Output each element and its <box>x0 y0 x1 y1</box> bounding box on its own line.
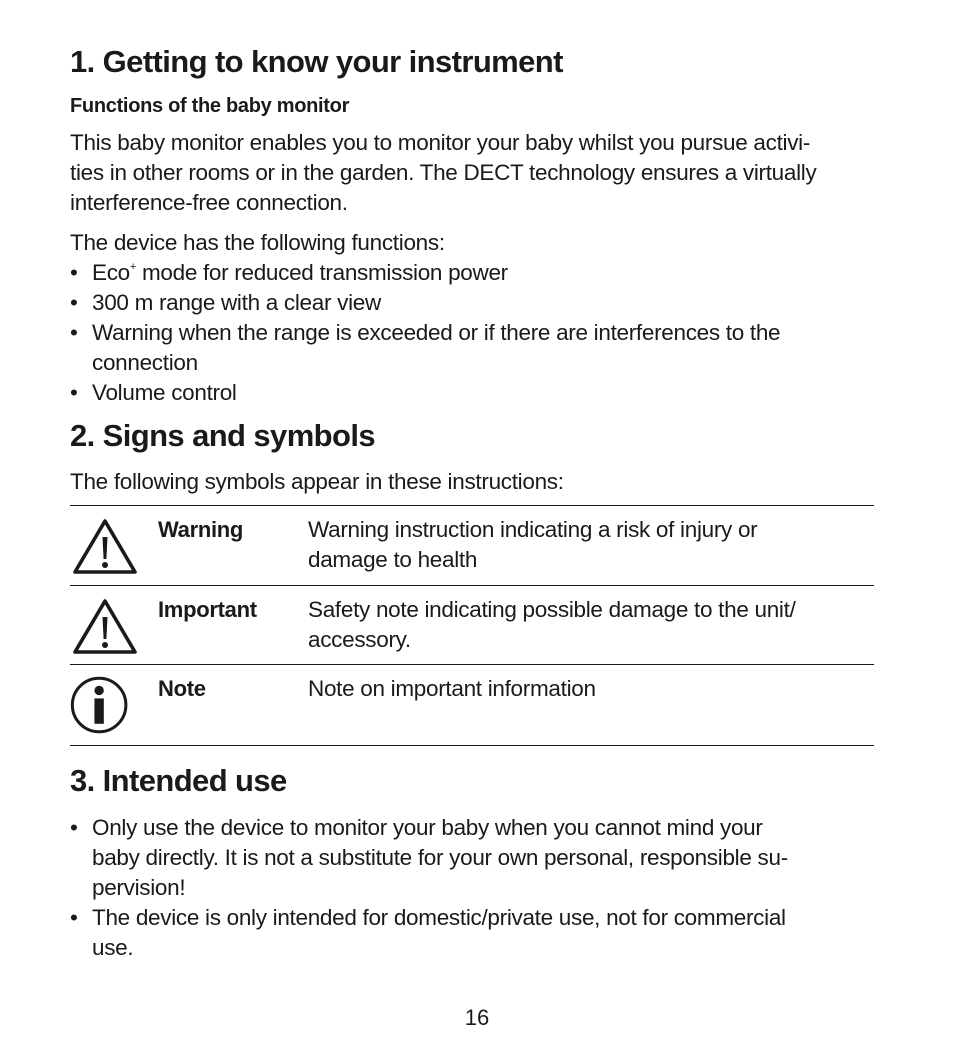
functions-intro-text: The device has the following functions: <box>70 230 445 255</box>
function-text: connection <box>92 350 198 375</box>
symbols-intro-text: The following symbols appear in these instructions: <box>70 469 564 494</box>
symbol-description <box>308 595 796 655</box>
superscript-plus: + <box>129 261 136 273</box>
intro-line: interference-free connection. <box>70 190 348 215</box>
function-text: mode for reduced transmission power <box>136 260 508 285</box>
function-text: 300 m range with a clear view <box>92 290 381 315</box>
description-line: accessory. <box>308 627 411 652</box>
symbol-description <box>308 515 757 575</box>
bullet-icon: • <box>70 320 78 345</box>
symbol-label: Important <box>158 597 257 622</box>
function-text: Volume control <box>92 380 237 405</box>
table-row-warning <box>70 505 874 585</box>
page-number: 16 <box>464 1005 490 1030</box>
bullet-icon: • <box>70 905 78 930</box>
intro-line: This baby monitor enables you to monitor your baby whilst you pursue activi- <box>70 130 811 155</box>
list-item <box>70 813 788 903</box>
list-item <box>70 258 780 288</box>
intended-use-text: pervision! <box>92 875 186 900</box>
description-line: Warning instruction indicating a risk of injury or <box>308 517 758 542</box>
intended-use-text: Only use the device to monitor your baby when you cannot mind your <box>92 815 763 840</box>
intended-use-text: use. <box>92 935 134 960</box>
list-item <box>70 378 780 408</box>
symbol-label: Warning <box>158 517 244 542</box>
bullet-icon: • <box>70 815 78 840</box>
section-heading-signs-symbols: 2. Signs and symbols <box>70 418 375 453</box>
intended-use-text: The device is only intended for domestic/private use, not for commercial <box>92 905 786 930</box>
warning-triangle-icon <box>72 597 138 655</box>
list-item <box>70 903 788 963</box>
bullet-icon: • <box>70 290 78 315</box>
table-row-important <box>70 585 874 665</box>
warning-triangle-icon <box>72 517 138 575</box>
symbols-intro <box>70 467 564 497</box>
bullet-icon: • <box>70 260 78 285</box>
symbol-label: Note <box>158 676 206 701</box>
symbol-description <box>308 674 596 704</box>
list-item <box>70 288 780 318</box>
description-line: damage to health <box>308 547 478 572</box>
description-line: Note on important information <box>308 676 596 701</box>
intended-use-text: baby directly. It is not a substitute for your own personal, responsible su- <box>92 845 788 870</box>
table-row-note <box>70 664 874 744</box>
table-divider <box>70 745 874 746</box>
section-heading-intended-use: 3. Intended use <box>70 763 287 798</box>
function-text: Warning when the range is exceeded or if there are interferences to the <box>92 320 781 345</box>
list-item <box>70 318 780 378</box>
description-line: Safety note indicating possible damage to the unit/ <box>308 597 796 622</box>
subheading-functions: Functions of the baby monitor <box>70 95 350 117</box>
functions-intro <box>70 228 445 258</box>
functions-list <box>70 258 780 408</box>
intended-use-list <box>70 813 788 963</box>
info-circle-icon <box>70 674 132 736</box>
section-heading-getting-to-know: 1. Getting to know your instrument <box>70 44 563 79</box>
intro-paragraph <box>70 128 816 218</box>
intro-line: ties in other rooms or in the garden. The DECT technology ensures a virtually <box>70 160 817 185</box>
bullet-icon: • <box>70 380 78 405</box>
function-text: Eco <box>92 260 130 285</box>
